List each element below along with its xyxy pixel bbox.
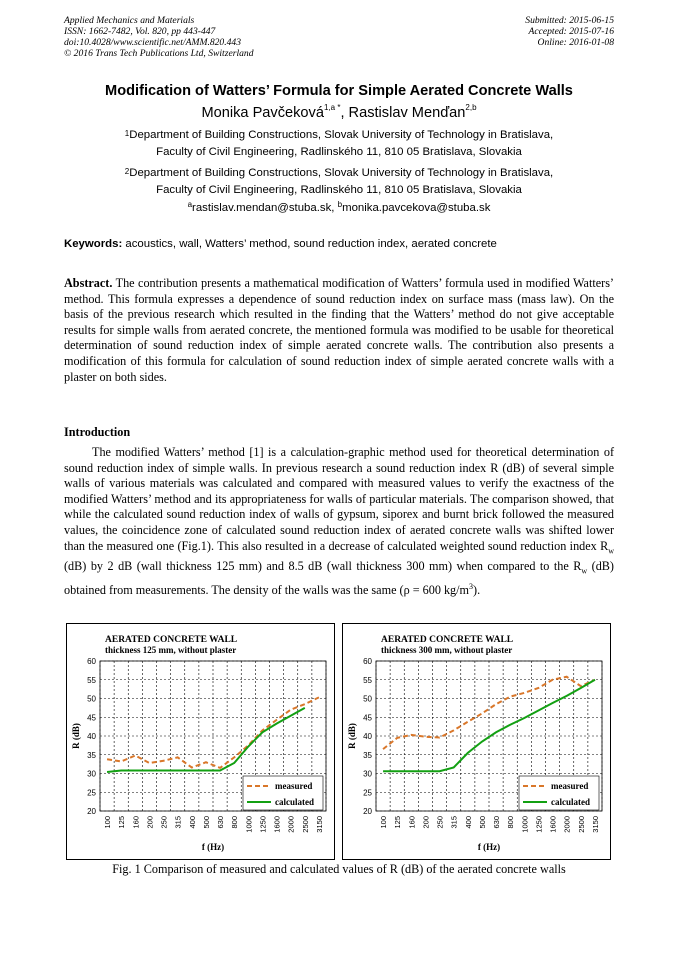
x-tick-label: 125 xyxy=(117,816,127,829)
chart-title: AERATED CONCRETE WALL xyxy=(105,635,238,645)
y-axis-label: R (dB) xyxy=(347,723,357,749)
x-tick-label: 2500 xyxy=(300,816,310,833)
chart-125mm-svg xyxy=(67,624,334,859)
author-2-sup: 2,b xyxy=(465,103,477,112)
x-tick-label: 630 xyxy=(216,816,226,829)
abstract-text: The contribution presents a mathematical modification of Watters’ formula used in modified Watters’ method. This formula expresses a dependence of sound reduction index on surface mass (mass law). On the basis of the previous research which resulted in the finding that the Watters’ method do not give acceptable results for simple walls from aerated concrete, the mentioned formula was modified to be usable for theoretical determination of sound reduction index of simple aerated concrete walls. The contribution also presents a modification of this formula for calculation of sound reduction index of simple aerated concrete walls with a plaster on both sides. xyxy=(64,276,614,384)
y-tick-label: 35 xyxy=(363,750,372,760)
x-tick-label: 200 xyxy=(421,816,431,829)
x-axis-label: f (Hz) xyxy=(201,842,225,852)
journal-header xyxy=(64,15,254,59)
y-tick-label: 25 xyxy=(363,788,372,798)
email-a-sup: a xyxy=(187,200,193,209)
x-tick-label: 1600 xyxy=(272,816,282,833)
x-tick-label: 315 xyxy=(449,816,459,829)
x-tick-label: 400 xyxy=(187,816,197,829)
legend-label-calculated: calculated xyxy=(275,797,314,807)
author-2: Rastislav Menďan xyxy=(348,105,466,121)
y-tick-label: 30 xyxy=(363,769,372,779)
abstract xyxy=(64,276,614,385)
author-1: Monika Pavčeková xyxy=(201,105,324,121)
intro-sub-2: w xyxy=(581,566,588,576)
x-tick-label: 2000 xyxy=(562,816,572,833)
chart-300mm xyxy=(342,623,611,860)
x-tick-label: 1000 xyxy=(520,816,530,833)
y-tick-label: 50 xyxy=(87,694,96,704)
x-tick-label: 800 xyxy=(230,816,240,829)
x-axis-label: f (Hz) xyxy=(477,842,501,852)
submitted-date: Submitted: 2015-06-15 xyxy=(525,15,614,26)
author-list xyxy=(40,105,638,121)
y-axis-label: R (dB) xyxy=(71,723,81,749)
y-tick-label: 40 xyxy=(363,732,372,741)
y-tick-label: 60 xyxy=(363,657,372,666)
legend-label-measured: measured xyxy=(275,781,313,791)
y-tick-label: 20 xyxy=(363,807,372,816)
intro-text-4: ). xyxy=(473,582,481,597)
affiliation-2-line2: Faculty of Civil Engineering, Radlinského 11, 810 05 Bratislava, Slovakia xyxy=(156,184,522,196)
y-tick-label: 45 xyxy=(363,713,372,723)
x-tick-label: 1250 xyxy=(534,816,544,833)
paper-title: Modification of Watters’ Formula for Simple Aerated Concrete Walls xyxy=(105,83,573,99)
x-tick-label: 3150 xyxy=(590,816,600,833)
y-tick-label: 60 xyxy=(87,657,96,666)
x-tick-label: 315 xyxy=(173,816,183,829)
chart-subtitle: thickness 125 mm, without plaster xyxy=(105,645,237,655)
email-a[interactable]: rastislav.mendan@stuba.sk xyxy=(192,202,332,214)
email-b-sup: b xyxy=(337,200,343,209)
y-tick-label: 45 xyxy=(87,713,96,723)
x-tick-label: 800 xyxy=(506,816,516,829)
chart-300mm-svg xyxy=(343,624,610,859)
email-separator: , xyxy=(331,202,338,214)
chart-125mm xyxy=(66,623,335,860)
x-tick-label: 400 xyxy=(463,816,473,829)
legend-label-measured: measured xyxy=(551,781,589,791)
keywords xyxy=(64,238,614,250)
legend-label-calculated: calculated xyxy=(551,797,590,807)
intro-sup-3: 3 xyxy=(469,581,474,591)
x-tick-label: 160 xyxy=(131,816,141,829)
y-tick-label: 20 xyxy=(87,807,96,816)
journal-copyright: © 2016 Trans Tech Publications Ltd, Switzerland xyxy=(64,48,254,59)
x-tick-label: 100 xyxy=(379,816,389,829)
y-tick-label: 50 xyxy=(363,694,372,704)
keywords-text: acoustics, wall, Watters’ method, sound reduction index, aerated concrete xyxy=(122,238,497,250)
x-tick-label: 500 xyxy=(201,816,211,829)
intro-text-2: (dB) by 2 dB (wall thickness 125 mm) and 8.5 dB (wall thickness 300 mm) when compared to the R xyxy=(64,558,582,573)
x-tick-label: 1600 xyxy=(548,816,558,833)
affiliation-1-line2: Faculty of Civil Engineering, Radlinského 11, 810 05 Bratislava, Slovakia xyxy=(156,146,522,158)
x-tick-label: 100 xyxy=(103,816,113,829)
chart-title: AERATED CONCRETE WALL xyxy=(381,635,514,645)
x-tick-label: 160 xyxy=(407,816,417,829)
author-separator: , xyxy=(340,105,349,121)
introduction-heading: Introduction xyxy=(64,425,131,439)
y-tick-label: 55 xyxy=(363,675,372,685)
figure-caption: Fig. 1 Comparison of measured and calculated values of R (dB) of the aerated concrete walls xyxy=(112,862,566,876)
affiliation-2-line1: Department of Building Constructions, Slovak University of Technology in Bratislava, xyxy=(129,167,554,179)
x-tick-label: 250 xyxy=(159,816,169,829)
journal-doi[interactable]: doi:10.4028/www.scientific.net/AMM.820.443 xyxy=(64,37,242,48)
x-tick-label: 1000 xyxy=(244,816,254,833)
abstract-label: Abstract. xyxy=(64,276,113,290)
affiliation-1-sup: 1 xyxy=(124,129,130,138)
journal-name: Applied Mechanics and Materials xyxy=(64,15,195,26)
affiliation-1 xyxy=(40,127,638,161)
intro-text-1: The modified Watters’ method [1] is a calculation-graphic method used for theoretical determination of sound reduction index of simple walls. In previous research a sound reduction index R (dB) of several simple walls of various materials was calculated and compared with measured values to verify the exactness of the modified Watters’ method and its appropriateness for walls of particular materials. The comparison showed, that while the calculated sound reduction index of walls of gypsum, siporex and burnt brick followed the measured values, the coincidence zone of calculated sound reduction index of aerated concrete walls was shifted lower than the measured one (Fig.1). This also resulted in a decrease of calculated weighted sound reduction index R xyxy=(64,445,614,553)
x-tick-label: 1250 xyxy=(258,816,268,833)
y-tick-label: 55 xyxy=(87,675,96,685)
affiliation-2 xyxy=(40,165,638,199)
y-tick-label: 30 xyxy=(87,769,96,779)
x-tick-label: 250 xyxy=(435,816,445,829)
x-tick-label: 200 xyxy=(145,816,155,829)
y-tick-label: 40 xyxy=(87,732,96,741)
y-tick-label: 35 xyxy=(87,750,96,760)
intro-text-3: (dB) obtained from measurements. The density of the walls was the same (ρ = 600 kg/m xyxy=(64,558,614,597)
author-emails xyxy=(40,202,638,214)
keywords-label: Keywords: xyxy=(64,238,123,250)
dates-header xyxy=(525,15,614,48)
x-tick-label: 500 xyxy=(477,816,487,829)
x-tick-label: 2500 xyxy=(576,816,586,833)
x-tick-label: 125 xyxy=(393,816,403,829)
email-b[interactable]: monika.pavcekova@stuba.sk xyxy=(342,202,491,214)
author-1-sup: 1,a * xyxy=(323,103,341,112)
y-tick-label: 25 xyxy=(87,788,96,798)
x-tick-label: 2000 xyxy=(286,816,296,833)
x-tick-label: 630 xyxy=(492,816,502,829)
x-tick-label: 3150 xyxy=(314,816,324,833)
affiliation-1-line1: Department of Building Constructions, Slovak University of Technology in Bratislava, xyxy=(129,129,554,141)
intro-sub-1: w xyxy=(608,546,614,555)
accepted-date: Accepted: 2015-07-16 xyxy=(528,26,614,37)
introduction-text xyxy=(64,445,614,598)
journal-issn: ISSN: 1662-7482, Vol. 820, pp 443-447 xyxy=(64,26,216,37)
online-date: Online: 2016-01-08 xyxy=(537,37,614,48)
affiliation-2-sup: 2 xyxy=(124,167,130,176)
chart-subtitle: thickness 300 mm, without plaster xyxy=(381,645,513,655)
